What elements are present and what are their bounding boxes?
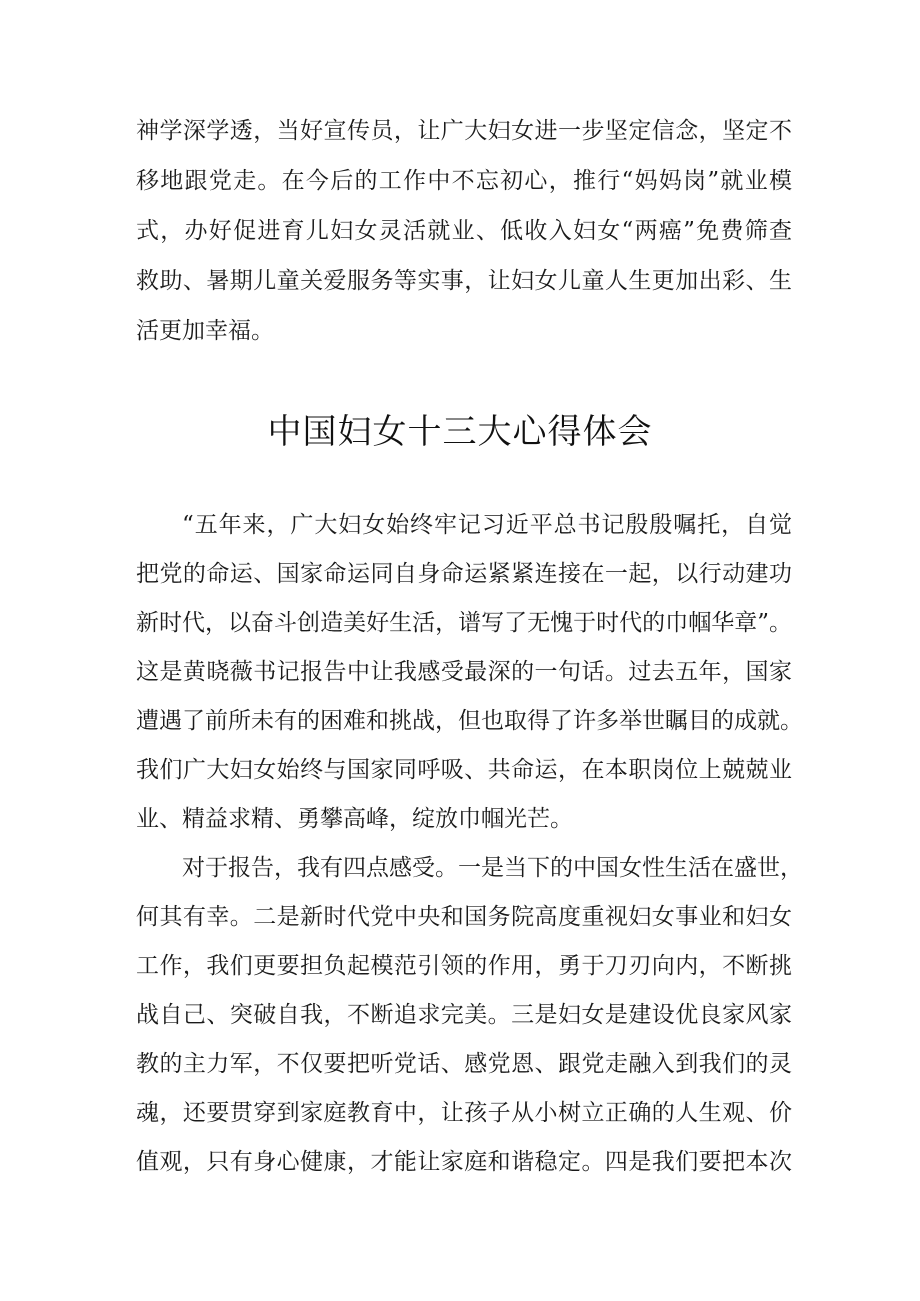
- text-line: 值观，只有身心健康，才能让家庭和谐稳定。四是我们要把本次: [136, 1149, 792, 1175]
- text-line: 魂，还要贯穿到家庭教育中，让孩子从小树立正确的人生观、价: [136, 1100, 792, 1126]
- text-line: 活更加幸福。: [136, 318, 274, 344]
- text-line: 业、精益求精、勇攀高峰，绽放巾帼光芒。: [136, 806, 573, 832]
- text-line: 工作，我们更要担负起模范引领的作用，勇于刀刃向内，不断挑: [136, 953, 792, 979]
- text-line: 对于报告，我有四点感受。一是当下的中国女性生活在盛世，: [182, 855, 803, 881]
- text-line: 神学深学透，当好宣传员，让广大妇女进一步坚定信念，坚定不: [136, 118, 792, 144]
- text-line: “五年来，广大妇女始终牢记习近平总书记殷殷嘱托，自觉: [182, 512, 792, 538]
- text-line: 式，办好促进育儿妇女灵活就业、低收入妇女“两癌”免费筛查: [136, 218, 792, 244]
- text-line: 我们广大妇女始终与国家同呼吸、共命运，在本职岗位上兢兢业: [136, 757, 792, 783]
- text-line: 遭遇了前所未有的困难和挑战，但也取得了许多举世瞩目的成就。: [136, 708, 803, 734]
- text-line: 移地跟党走。在今后的工作中不忘初心，推行“妈妈岗”就业模: [136, 168, 792, 194]
- text-line: 何其有幸。二是新时代党中央和国务院高度重视妇女事业和妇女: [136, 904, 792, 930]
- document-title: 中国妇女十三大心得体会: [267, 412, 653, 452]
- text-line: 救助、暑期儿童关爱服务等实事，让妇女儿童人生更加出彩、生: [136, 268, 792, 294]
- text-line: 这是黄晓薇书记报告中让我感受最深的一句话。过去五年，国家: [136, 659, 792, 685]
- text-line: 新时代，以奋斗创造美好生活，谱写了无愧于时代的巾帼华章”。: [136, 610, 792, 636]
- text-line: 教的主力军，不仅要把听党话、感党恩、跟党走融入到我们的灵: [136, 1051, 792, 1077]
- text-line: 战自己、突破自我，不断追求完美。三是妇女是建设优良家风家: [136, 1002, 792, 1028]
- text-line: 把党的命运、国家命运同自身命运紧紧连接在一起，以行动建功: [136, 561, 792, 587]
